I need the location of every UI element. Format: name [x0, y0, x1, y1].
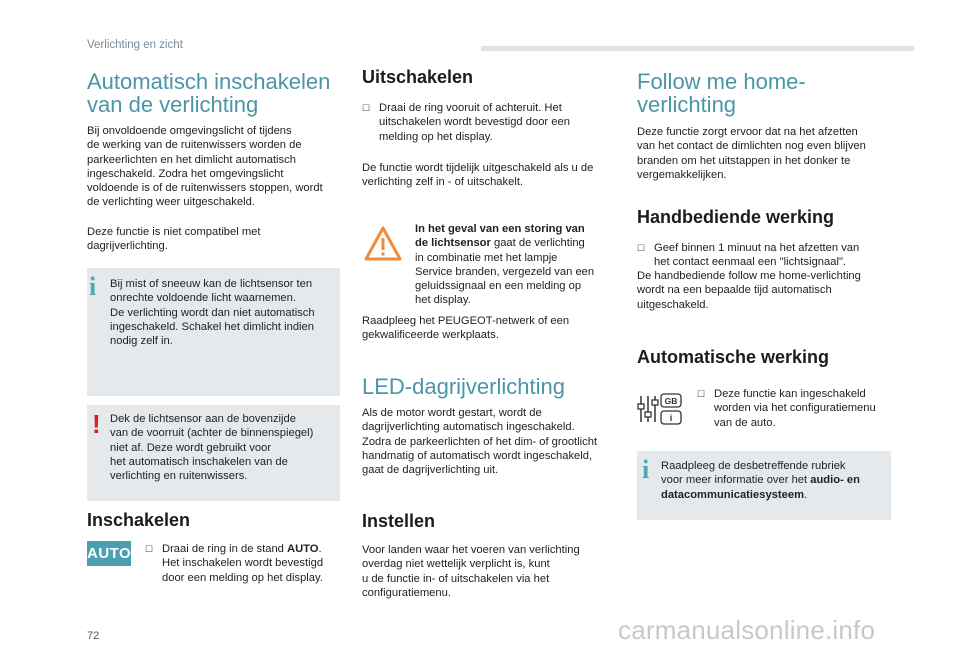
- paragraph-tijdelijk: De functie wordt tijdelijk uitgeschakeld als u de verlichting zelf in - of uitschakelt.: [362, 162, 594, 189]
- warning-triangle-icon: [364, 225, 402, 263]
- heading-uitschakelen: Uitschakelen: [362, 67, 474, 87]
- heading-handbediende: Handbediende werking: [637, 207, 835, 227]
- checkbox-bullet-icon: ☐: [362, 103, 371, 113]
- paragraph-raadpleeg: Raadpleeg het PEUGEOT-netwerk of een gekwalificeerde werkplaats.: [362, 315, 570, 342]
- paragraph-led: Als de motor wordt gestart, wordt de dagrijverlichting automatisch ingeschakeld. Zodra de parkeerlichten of het dim- of grootlicht handmatig of automatisch wordt ingeschakeld, gaat de dagrijverlichting uit.: [362, 407, 598, 477]
- paragraph-follow-me: Deze functie zorgt ervoor dat na het afzetten van het contact de dimlichten nog even blijven branden om het uitstappen in het donker te vergemakkelijken.: [637, 126, 866, 181]
- header-bar: [481, 46, 914, 51]
- section-title: Verlichting en zicht: [87, 39, 183, 51]
- warning-storing: In het geval van een storing van de lichtsensor gaat de verlichting in combinatie met het lampje Service branden, vergezeld van een geluidssignaal en een melding op het display.: [415, 223, 595, 307]
- auto-badge-icon: AUTO: [87, 541, 131, 566]
- info-icon: i: [89, 272, 97, 301]
- i-label: i: [669, 413, 673, 423]
- page-number: 72: [87, 630, 100, 642]
- paragraph-instellen: Voor landen waar het voeren van verlichting overdag niet wettelijk verplicht is, kunt u de functie in- of uitschakelen via het configuratiemenu.: [362, 544, 580, 599]
- heading-automatische: Automatische werking: [637, 347, 830, 367]
- bullet-uitschakelen: ☐ Draai de ring vooruit of achteruit. Het uitschakelen wordt bevestigd door een melding op het display.: [362, 102, 570, 143]
- heading-instellen: Instellen: [362, 511, 436, 531]
- watermark: carmanualsonline.info: [618, 615, 876, 645]
- exclamation-icon: !: [92, 409, 101, 439]
- title-follow-me: Follow me home- verlichting: [637, 69, 806, 117]
- bullet-handbediende: ☐ Geef binnen 1 minuut na het afzetten van het contact eenmaal een "lichtsignaal".: [637, 242, 860, 269]
- bullet-automatische: ☐ Deze functie kan ingeschakeld worden via het configuratiemenu van de auto.: [697, 388, 876, 429]
- title-led: LED-dagrijverlichting: [362, 374, 565, 399]
- configuration-menu-icon: [637, 392, 683, 428]
- checkbox-bullet-icon: ☐: [637, 243, 646, 253]
- title-automatisch: Automatisch inschakelen van de verlichting: [87, 69, 331, 117]
- checkbox-bullet-icon: ☐: [145, 544, 154, 554]
- paragraph-automatisch: Bij onvoldoende omgevingslicht of tijdens de werking van de ruitenwissers worden de parkeerlichten en het dimlicht automatisch ingeschakeld. Zodra het omgevingslicht voldoende is of de ruitenwissers stoppen, wordt de verlichting weer uitgeschakeld.: [87, 125, 323, 209]
- info-box-audio: i Raadpleeg de desbetreffende rubriek voor meer informatie over het audio- en datacommunicatiesysteem.: [637, 451, 891, 520]
- heading-inschakelen: Inschakelen: [87, 510, 191, 530]
- paragraph-compatibel: Deze functie is niet compatibel met dagrijverlichting.: [87, 226, 261, 253]
- warning-box-sensor: ! Dek de lichtsensor aan de bovenzijde van de voorruit (achter de binnenspiegel) niet af. Deze wordt gebruikt voor het automatisch inschakelen van de verlichting en ruitenwissers.: [87, 405, 340, 501]
- paragraph-handbediende: De handbediende follow me home-verlichting wordt na een bepaalde tijd automatisch uitgeschakeld.: [637, 270, 861, 311]
- info-box-mist: i Bij mist of sneeuw kan de lichtsensor ten onrechte voldoende licht waarnemen. De verlichting wordt dan niet automatisch ingeschakeld. Schakel het dimlicht indien nodig zelf in.: [87, 268, 340, 396]
- info-icon: i: [642, 455, 650, 484]
- bullet-inschakelen: ☐ Draai de ring in de stand AUTO. Het inschakelen wordt bevestigd door een melding op het display.: [145, 543, 324, 584]
- gb-label: GB: [664, 396, 678, 406]
- checkbox-bullet-icon: ☐: [697, 389, 706, 399]
